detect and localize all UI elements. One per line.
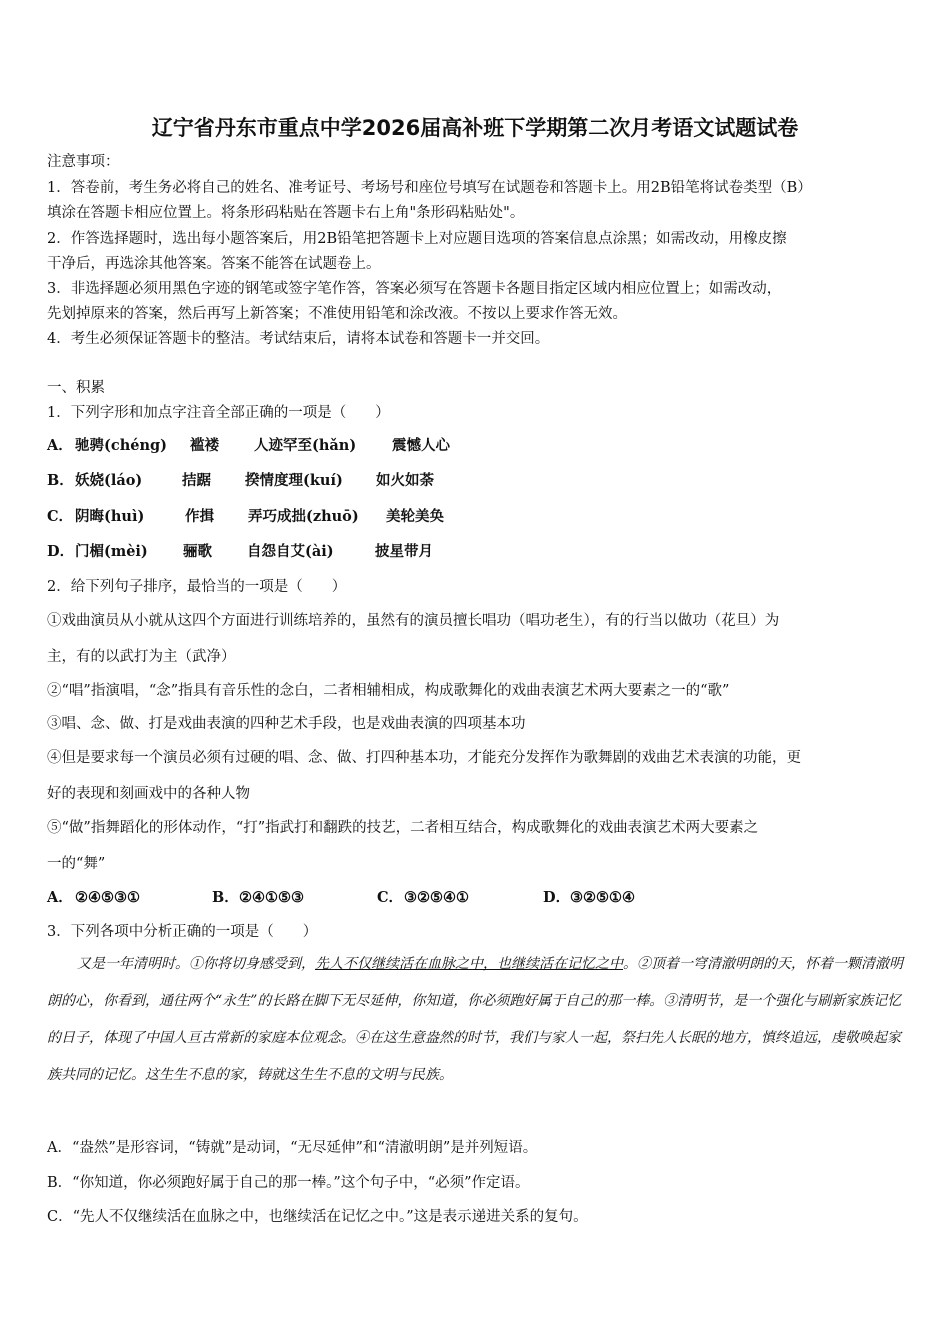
q3-passage-rest: 。②顶着一穹清澈明朗的天，怀着一颗清澈明朗的心，你看到，通往两个“永生”的长路在脚下无尽延伸，你知道，你必须跑好属于自己的那一棒。③清明节，是一个强化与刷新家族记忆的日子，体现了中国人亘古常新的家庭本位观念。④在这生意盎然的时节，我们与家人一起，祭扫先人长眠的地方，慎终追远，虔敬唤起家族共同的记忆。这生生不息的家，铸就这生生不息的文明与民族。 (47, 956, 903, 1083)
q3-passage-underlined: 先人不仅继续活在血脉之中，也继续活在记忆之中 (315, 956, 623, 972)
notice-line: 填涂在答题卡相应位置上。将条形码粘贴在答题卡右上角"条形码粘贴处"。 (47, 205, 525, 221)
q1-option-item: 自怨自艾(ài) (247, 543, 334, 560)
q3-passage-start: 又是一年清明时。①你将切身感受到， (77, 956, 315, 972)
notice-line: 先划掉原来的答案，然后再写上新答案；不准使用铅笔和涂改液。不按以上要求作答无效。 (47, 306, 627, 322)
q1-option-label: D． (47, 543, 75, 560)
q3-option: B．“你知道，你必须跑好属于自己的那一棒。”这个句子中，“必须”作定语。 (47, 1175, 530, 1191)
q1-option-item: 阴晦(huì) (75, 508, 145, 525)
q2-sentence: ①戏曲演员从小就从这四个方面进行训练培养的，虽然有的演员擅长唱功（唱功老生），有的行当以做功（花旦）为 (47, 613, 780, 629)
q1-option-item: 作揖 (185, 508, 214, 525)
q2-option-label: B． (212, 889, 239, 906)
q1-option-item: 如火如荼 (376, 472, 434, 489)
q1-option-item: 骊歌 (183, 543, 212, 560)
q2-option-text: ②④①⑤③ (239, 889, 304, 906)
q2-sentence: ③唱、念、做、打是戏曲表演的四种艺术手段，也是戏曲表演的四项基本功 (47, 716, 526, 732)
q2-option-label: D． (543, 889, 571, 906)
question-2-stem: 2．给下列句子排序，最恰当的一项是（ ） (47, 579, 347, 595)
notice-line: 2．作答选择题时，选出每小题答案后，用2B铅笔把答题卡上对应题目选项的答案信息点涂黑；如需改动，用橡皮擦 (47, 231, 787, 247)
q1-option-label: A． (47, 437, 73, 454)
q3-option: C．“先人不仅继续活在血脉之中，也继续活在记忆之中。”这是表示递进关系的复句。 (47, 1209, 588, 1225)
q2-sentence: ②“唱”指演唱，“念”指具有音乐性的念白，二者相辅相成，构成歌舞化的戏曲表演艺术两大要素之一的“歌” (47, 683, 730, 699)
section-heading: 一、积累 (47, 380, 105, 396)
q1-option-item: 美轮美奂 (386, 508, 444, 525)
q1-option-item: 人迹罕至(hǎn) (254, 437, 357, 454)
q2-option-label: C． (377, 889, 404, 906)
q3-passage (47, 946, 913, 1094)
q1-option-label: B． (47, 472, 74, 489)
q2-sentence: 主，有的以武打为主（武净） (47, 649, 236, 665)
notice-line: 4．考生必须保证答题卡的整洁。考试结束后，请将本试卷和答题卡一并交回。 (47, 331, 550, 347)
q1-option-item: 褴褛 (190, 437, 219, 454)
q1-option-item: 门楣(mèi) (75, 543, 148, 560)
q1-option-label: C． (47, 508, 74, 525)
q2-sentence: ⑤“做”指舞蹈化的形体动作，“打”指武打和翻跌的技艺，二者相互结合，构成歌舞化的戏曲表演艺术两大要素之 (47, 820, 759, 836)
notice-line: 1．答卷前，考生务必将自己的姓名、准考证号、考场号和座位号填写在试题卷和答题卡上。用2B铅笔将试卷类型（B） (47, 180, 812, 196)
q1-option-item: 妖娆(láo) (75, 472, 143, 489)
notice-line: 干净后，再选涂其他答案。答案不能答在试题卷上。 (47, 256, 381, 272)
q3-option: A．“盎然”是形容词，“铸就”是动词，“无尽延伸”和“清澈明朗”是并列短语。 (47, 1140, 538, 1156)
q2-option-text: ③②⑤①④ (570, 889, 635, 906)
q2-option-text: ③②⑤④① (404, 889, 469, 906)
q1-option-item: 驰骋(chéng) (75, 437, 167, 454)
q1-option-item: 拮踞 (182, 472, 211, 489)
q2-option-text: ②④⑤③① (75, 889, 140, 906)
q2-sentence: 一的“舞” (47, 856, 106, 872)
q1-option-item: 弄巧成拙(zhuō) (248, 508, 359, 525)
notice-heading: 注意事项： (47, 154, 120, 170)
notice-line: 3．非选择题必须用黑色字迹的钢笔或签字笔作答，答案必须写在答题卡各题目指定区域内相应位置上；如需改动， (47, 281, 782, 297)
q1-option-item: 揆情度理(kuí) (245, 472, 343, 489)
q2-sentence: 好的表现和刻画戏中的各种人物 (47, 786, 250, 802)
q1-option-item: 披星带月 (375, 543, 433, 560)
question-3-stem: 3．下列各项中分析正确的一项是（ ） (47, 924, 318, 940)
question-1-stem: 1．下列字形和加点字注音全部正确的一项是（ ） (47, 405, 390, 421)
q1-option-item: 震憾人心 (392, 437, 450, 454)
q2-sentence: ④但是要求每一个演员必须有过硬的唱、念、做、打四种基本功，才能充分发挥作为歌舞剧的戏曲艺术表演的功能，更 (47, 750, 801, 766)
page-title: 辽宁省丹东市重点中学2026届高补班下学期第二次月考语文试题试卷 (151, 116, 799, 140)
q2-option-label: A． (47, 889, 73, 906)
